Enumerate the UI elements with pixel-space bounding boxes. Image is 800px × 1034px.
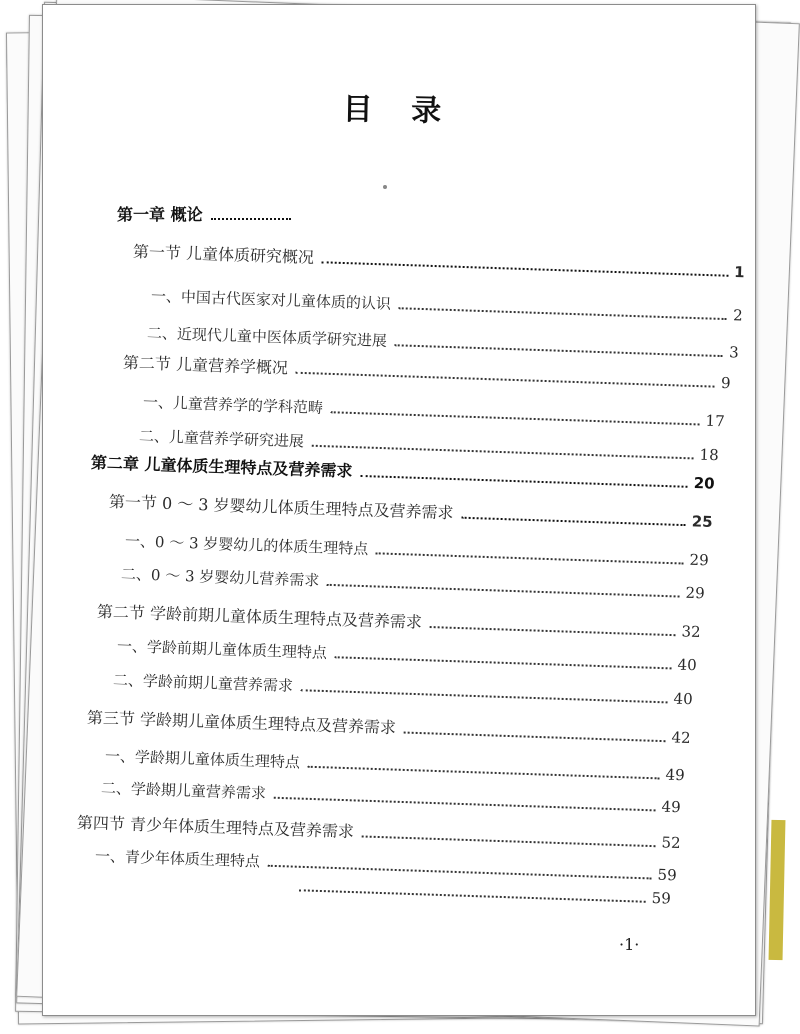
toc-entry-label: 一、0 ～ 3 岁婴幼儿的体质生理特点 [124, 532, 369, 559]
toc-entry-page: 9 [720, 373, 731, 393]
toc-entry-page: 2 [732, 306, 743, 325]
dot-leader [322, 261, 728, 276]
toc-entry-page: 52 [661, 833, 681, 853]
toc-entry-page: 59 [657, 865, 677, 885]
dot-leader [404, 732, 666, 743]
dot-leader [331, 411, 700, 425]
dot-leader [312, 445, 694, 460]
toc-entry-section[interactable] [109, 489, 713, 532]
toc-entry-chapter-1[interactable] [117, 202, 297, 225]
dot-leader [376, 552, 683, 564]
toc-entry-label: 二、近现代儿童中医体质学研究进展 [146, 324, 388, 350]
toc-entry-page: 49 [665, 765, 685, 785]
toc-entry-page: 40 [677, 655, 697, 675]
dot-leader [430, 626, 676, 636]
toc-entry-label: 一、中国古代医家对儿童体质的认识 [150, 287, 392, 313]
toc-entry-item[interactable] [143, 391, 725, 431]
dot-leader [211, 218, 291, 220]
toc-entry-page: 3 [728, 343, 739, 362]
table-of-contents [43, 5, 755, 1015]
dot-leader [327, 584, 679, 598]
toc-entry-item[interactable] [101, 777, 681, 817]
toc-entry-section[interactable] [97, 599, 701, 642]
toc-entry-label: 第一章 概论 [117, 205, 203, 224]
toc-entry-label: 第一节 0 ～ 3 岁婴幼儿体质生理特点及营养需求 [108, 492, 454, 523]
toc-entry-page: 20 [693, 474, 715, 493]
dot-leader [360, 475, 687, 488]
dot-leader [308, 766, 660, 780]
toc-entry-label: 第三节 学龄期儿童体质生理特点及营养需求 [86, 708, 397, 738]
toc-entry-page: 42 [671, 728, 691, 748]
toc-entry-page: 25 [691, 512, 713, 532]
toc-entry-page: 29 [689, 550, 709, 570]
toc-entry-label: 一、学龄期儿童体质生理特点 [104, 747, 301, 772]
back-cover-edge-yellow [769, 820, 786, 960]
toc-entry-label: 一、青少年体质生理特点 [94, 847, 261, 871]
toc-entry-page: 40 [673, 689, 693, 709]
dot-leader [301, 689, 668, 703]
toc-entry-section[interactable] [87, 705, 691, 748]
toc-entry-item[interactable] [121, 563, 705, 603]
toc-entry-label: 第一节 儿童体质研究概况 [132, 242, 315, 267]
toc-entry-label: 二、学龄前期儿童营养需求 [112, 671, 294, 695]
toc-entry-page: 17 [705, 411, 725, 431]
toc-entry-item[interactable] [113, 669, 693, 709]
dot-leader [299, 889, 646, 903]
dot-leader [395, 344, 723, 357]
page-title: 目 录 [342, 92, 456, 129]
toc-entry-label: 第二节 儿童营养学概况 [122, 353, 289, 378]
dot-leader [461, 517, 685, 526]
toc-entry-item[interactable] [117, 635, 697, 675]
toc-entry-page: 1 [733, 262, 745, 282]
toc-entry-label: 第二节 学龄前期儿童体质生理特点及营养需求 [96, 602, 423, 632]
toc-entry-label: 第四节 青少年体质生理特点及营养需求 [76, 813, 355, 842]
toc-entry-page: 59 [651, 888, 672, 908]
toc-entry-label: 二、学龄期儿童营养需求 [100, 779, 267, 803]
toc-entry-label: 二、0 ～ 3 岁婴幼儿营养需求 [120, 565, 320, 590]
page-number-footer: ·1· [619, 935, 640, 954]
dot-leader [362, 835, 656, 847]
dot-leader [274, 797, 656, 812]
toc-entry-page: 29 [685, 583, 705, 603]
toc-entry-page: 49 [661, 797, 681, 817]
toc-page [42, 4, 756, 1016]
dot-leader [335, 656, 672, 669]
toc-entry-label: 第二章 儿童体质生理特点及营养需求 [90, 453, 353, 481]
toc-entry-label: 一、学龄前期儿童体质生理特点 [116, 637, 328, 662]
toc-entry-item[interactable] [151, 285, 743, 326]
toc-entry-section[interactable] [133, 239, 745, 282]
toc-entry-item[interactable] [125, 530, 709, 570]
dot-leader [296, 372, 715, 388]
toc-entry-label: 二、儿童营养学研究进展 [138, 427, 305, 451]
toc-entry-label: 一、儿童营养学的学科范畴 [142, 393, 324, 417]
dot-leader [399, 307, 727, 320]
toc-entry-page: 18 [699, 445, 719, 465]
toc-entry-page: 32 [681, 622, 701, 642]
